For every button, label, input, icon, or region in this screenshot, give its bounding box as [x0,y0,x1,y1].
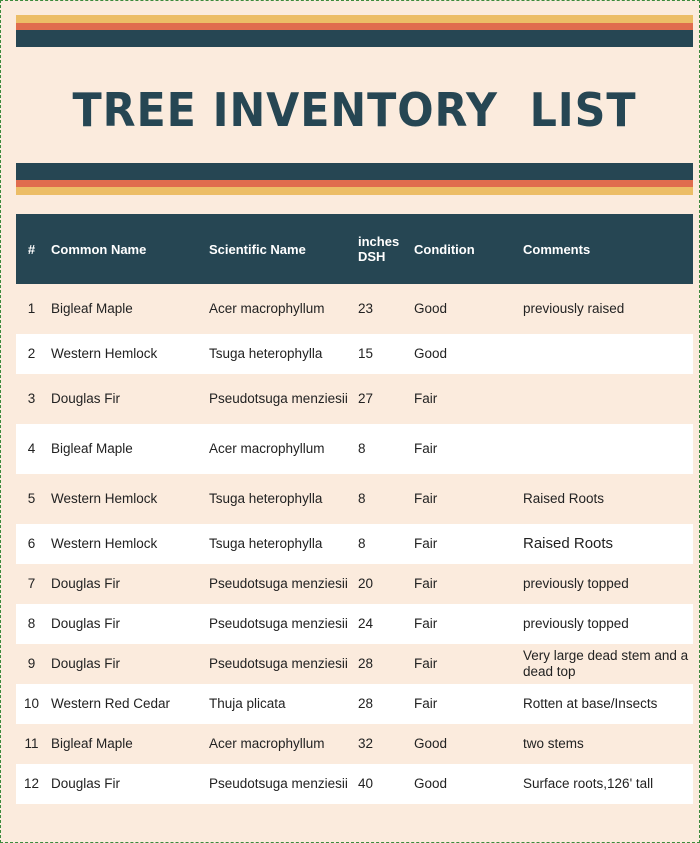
cell-common-name: Douglas Fir [47,764,205,804]
cell-dsh: 15 [354,334,410,374]
cell-dsh: 8 [354,424,410,474]
cell-common-name: Western Hemlock [47,524,205,564]
cell-dsh: 32 [354,724,410,764]
table-header-row [16,214,693,284]
cell-condition: Fair [410,604,519,644]
cell-number: 4 [16,424,47,474]
cell-dsh: 23 [354,284,410,334]
cell-number: 7 [16,564,47,604]
cell-condition: Fair [410,474,519,524]
cell-dsh: 27 [354,374,410,424]
cell-dsh: 20 [354,564,410,604]
cell-dsh: 8 [354,474,410,524]
cell-number: 2 [16,334,47,374]
cell-comments: Surface roots,126' tall [519,764,693,804]
cell-number: 3 [16,374,47,424]
header-number: # [16,214,47,284]
cell-dsh: 8 [354,524,410,564]
cell-condition: Fair [410,524,519,564]
header-comments: Comments [519,214,693,284]
cell-number: 11 [16,724,47,764]
table-row [16,474,693,524]
cell-condition: Fair [410,564,519,604]
cell-comments: Very large dead stem and a dead top [519,644,693,684]
cell-comments: Raised Roots [519,524,693,564]
table-row [16,764,693,804]
header-common-name: Common Name [47,214,205,284]
cell-comments: previously topped [519,604,693,644]
table-row [16,524,693,564]
table-row [16,604,693,644]
cell-condition: Fair [410,424,519,474]
table-row [16,684,693,724]
cell-comments: previously raised [519,284,693,334]
cell-scientific-name: Tsuga heterophylla [205,474,354,524]
bottom-decorative-stripes [16,163,693,195]
cell-scientific-name: Tsuga heterophylla [205,524,354,564]
cell-comments: previously topped [519,564,693,604]
header-dsh: inches DSH [354,214,410,284]
cell-condition: Fair [410,644,519,684]
header-condition: Condition [410,214,519,284]
table-row [16,564,693,604]
cell-number: 12 [16,764,47,804]
cell-dsh: 28 [354,644,410,684]
cell-dsh: 28 [354,684,410,724]
cell-common-name: Western Hemlock [47,474,205,524]
cell-scientific-name: Pseudotsuga menziesii [205,374,354,424]
cell-comments [519,424,693,474]
cell-comments: two stems [519,724,693,764]
header-scientific-name: Scientific Name [205,214,354,284]
cell-dsh: 40 [354,764,410,804]
top-decorative-stripes [16,15,693,47]
cell-condition: Fair [410,374,519,424]
cell-number: 5 [16,474,47,524]
cell-condition: Fair [410,684,519,724]
cell-number: 9 [16,644,47,684]
table-row [16,424,693,474]
cell-scientific-name: Acer macrophyllum [205,424,354,474]
cell-scientific-name: Pseudotsuga menziesii [205,564,354,604]
page-title: TREE INVENTORY LIST [72,83,637,137]
cell-common-name: Douglas Fir [47,644,205,684]
cell-scientific-name: Tsuga heterophylla [205,334,354,374]
cell-condition: Good [410,724,519,764]
cell-scientific-name: Pseudotsuga menziesii [205,644,354,684]
cell-common-name: Douglas Fir [47,564,205,604]
cell-common-name: Western Hemlock [47,334,205,374]
table-row [16,724,693,764]
cell-condition: Good [410,764,519,804]
table-row [16,334,693,374]
cell-number: 8 [16,604,47,644]
cell-scientific-name: Thuja plicata [205,684,354,724]
cell-comments [519,334,693,374]
table-row [16,644,693,684]
cell-condition: Good [410,284,519,334]
cell-number: 10 [16,684,47,724]
cell-dsh: 24 [354,604,410,644]
cell-common-name: Western Red Cedar [47,684,205,724]
cell-scientific-name: Acer macrophyllum [205,284,354,334]
cell-condition: Good [410,334,519,374]
cell-number: 1 [16,284,47,334]
cell-scientific-name: Acer macrophyllum [205,724,354,764]
cell-common-name: Bigleaf Maple [47,424,205,474]
cell-scientific-name: Pseudotsuga menziesii [205,604,354,644]
cell-comments [519,374,693,424]
cell-common-name: Bigleaf Maple [47,284,205,334]
cell-common-name: Douglas Fir [47,604,205,644]
table-row [16,284,693,334]
cell-number: 6 [16,524,47,564]
cell-comments: Raised Roots [519,474,693,524]
tree-inventory-table [16,214,693,804]
table-row [16,374,693,424]
cell-common-name: Bigleaf Maple [47,724,205,764]
cell-common-name: Douglas Fir [47,374,205,424]
cell-comments: Rotten at base/Insects [519,684,693,724]
cell-scientific-name: Pseudotsuga menziesii [205,764,354,804]
